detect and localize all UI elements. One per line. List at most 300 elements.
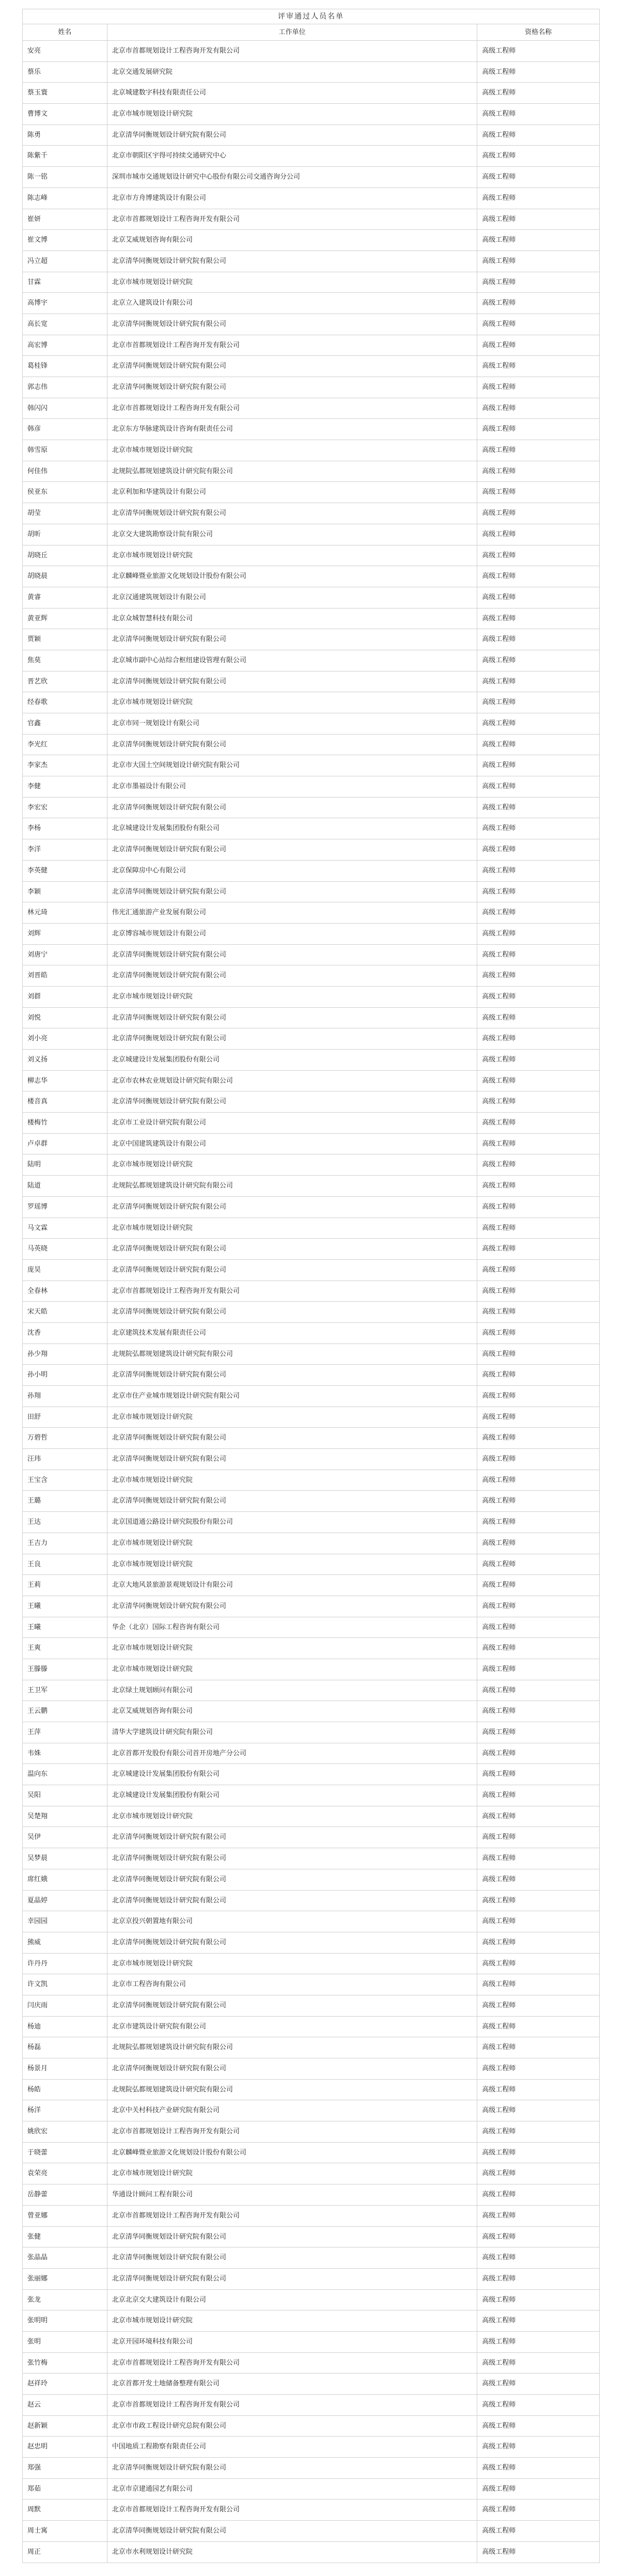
table-row — [23, 650, 599, 671]
roster-sheet — [22, 9, 600, 2563]
cell-name: 席红娥 — [23, 1869, 107, 1890]
cell-name: 庞昊 — [23, 1260, 107, 1281]
cell-name: 万碧哲 — [23, 1428, 107, 1448]
table-row — [23, 2037, 599, 2058]
cell-name: 黄亚辉 — [23, 608, 107, 629]
cell-name: 陈勇 — [23, 125, 107, 146]
cell-qualification: 高级工程师 — [482, 1854, 516, 1863]
cell-qualification: 高级工程师 — [482, 362, 516, 370]
table-row — [23, 2415, 599, 2437]
cell-unit: 北京城建设计发展集团股份有限公司 — [107, 1050, 477, 1070]
cell-name: 刘晋皓 — [23, 965, 107, 986]
cell-unit: 北京清华同衡规划设计研究院有限公司 — [107, 1995, 477, 2016]
cell-name: 韩彦 — [23, 419, 107, 440]
table-row — [23, 377, 599, 398]
cell-qualification: 高级工程师 — [482, 1392, 516, 1400]
cell-qualification: 高级工程师 — [482, 803, 516, 811]
cell-qualification: 高级工程师 — [482, 446, 516, 455]
cell-unit: 北规院弘都规划建筑设计研究院有限公司 — [107, 1344, 477, 1365]
cell-unit: 北京首都开发土地储备整理有限公司 — [107, 2374, 477, 2394]
cell-unit: 北京清华同衡规划设计研究院有限公司 — [107, 1302, 477, 1322]
cell-qualification: 高级工程师 — [482, 1350, 516, 1358]
cell-qualification: 高级工程师 — [482, 68, 516, 76]
cell-unit: 北京市建筑设计研究院有限公司 — [107, 2017, 477, 2037]
cell-qualification: 高级工程师 — [482, 887, 516, 896]
table-row — [23, 1848, 599, 1869]
cell-qualification: 高级工程师 — [482, 1686, 516, 1694]
cell-qualification: 高级工程师 — [482, 2211, 516, 2220]
table-row — [23, 314, 599, 335]
table-row — [23, 1112, 599, 1133]
cell-unit: 北京大地风景旅游景观规划设计有限公司 — [107, 1575, 477, 1596]
cell-qualification: 高级工程师 — [482, 950, 516, 959]
cell-unit: 北京清华同衡规划设计研究院有限公司 — [107, 125, 477, 146]
cell-name: 马文霖 — [23, 1218, 107, 1239]
table-row — [23, 2457, 599, 2478]
cell-unit: 北京清华同衡规划设计研究院有限公司 — [107, 672, 477, 692]
cell-name: 许文凯 — [23, 1974, 107, 1995]
table-row — [23, 923, 599, 944]
cell-unit: 北京市首都规划设计工程咨询开发有限公司 — [107, 2500, 477, 2520]
cell-name: 袁荣亮 — [23, 2163, 107, 2184]
cell-unit: 北京清华同衡规划设计研究院有限公司 — [107, 965, 477, 986]
cell-unit: 北京交大建筑勘察设计院有限公司 — [107, 524, 477, 545]
cell-qualification: 高级工程师 — [482, 2422, 516, 2430]
table-row — [23, 209, 599, 230]
cell-qualification: 高级工程师 — [482, 1518, 516, 1526]
table-row — [23, 1806, 599, 1827]
cell-name: 高博宇 — [23, 293, 107, 314]
cell-unit: 北京清华同衡规划设计研究院有限公司 — [107, 629, 477, 650]
cell-qualification: 高级工程师 — [482, 2169, 516, 2178]
header-qualification: 资格名称 — [525, 28, 552, 36]
cell-name: 李英健 — [23, 861, 107, 881]
cell-unit: 北京清华同衡规划设计研究院有限公司 — [107, 377, 477, 398]
table-row — [23, 1448, 599, 1470]
table-row — [23, 335, 599, 356]
table-row — [23, 797, 599, 818]
cell-qualification: 高级工程师 — [482, 1644, 516, 1652]
cell-unit: 北京市工程咨询有限公司 — [107, 1974, 477, 1995]
cell-name: 孙翔 — [23, 1386, 107, 1407]
table-row — [23, 587, 599, 608]
table-row — [23, 2247, 599, 2268]
table-row — [23, 2520, 599, 2541]
cell-qualification: 高级工程师 — [482, 425, 516, 433]
cell-name: 甘霖 — [23, 272, 107, 293]
table-row — [23, 1070, 599, 1091]
table-row — [23, 965, 599, 986]
cell-unit: 北京市城市规划设计研究院 — [107, 1638, 477, 1659]
cell-name: 赵新颖 — [23, 2416, 107, 2437]
cell-name: 闫庆雨 — [23, 1995, 107, 2016]
cell-unit: 北京市工业设计研究院有限公司 — [107, 1113, 477, 1133]
cell-qualification: 高级工程师 — [482, 1497, 516, 1505]
cell-name: 李颖 — [23, 882, 107, 902]
cell-qualification: 高级工程师 — [482, 1182, 516, 1190]
cell-qualification: 高级工程师 — [482, 1917, 516, 1926]
cell-qualification: 高级工程师 — [482, 194, 516, 202]
header-name: 姓名 — [23, 24, 107, 40]
table-row — [23, 671, 599, 692]
table-row — [23, 2100, 599, 2121]
cell-qualification: 高级工程师 — [482, 2191, 516, 2199]
cell-unit: 北京清华同衡规划设计研究院有限公司 — [107, 882, 477, 902]
cell-qualification: 高级工程师 — [482, 299, 516, 307]
cell-name: 王吉力 — [23, 1533, 107, 1554]
table-row — [23, 40, 599, 61]
cell-qualification: 高级工程师 — [482, 2296, 516, 2304]
cell-qualification: 高级工程师 — [482, 1455, 516, 1463]
cell-name: 王璐 — [23, 1491, 107, 1511]
table-row — [23, 2289, 599, 2310]
cell-qualification: 高级工程师 — [482, 846, 516, 854]
cell-qualification: 高级工程师 — [482, 257, 516, 265]
cell-qualification: 高级工程师 — [482, 383, 516, 391]
table-row — [23, 1826, 599, 1848]
cell-name: 刘群 — [23, 987, 107, 1007]
cell-qualification: 高级工程师 — [482, 1602, 516, 1610]
cell-unit: 北京清华同衡规划设计研究院有限公司 — [107, 839, 477, 860]
cell-unit: 北京市首都规划设计工程咨询开发有限公司 — [107, 2353, 477, 2374]
cell-name: 王云鹏 — [23, 1701, 107, 1722]
table-row — [23, 2310, 599, 2331]
cell-unit: 北京城建设计发展集团股份有限公司 — [107, 1764, 477, 1785]
table-row — [23, 608, 599, 629]
cell-unit: 北京清华同衡规划设计研究院有限公司 — [107, 1428, 477, 1448]
cell-unit: 北京市城市规划设计研究院 — [107, 1407, 477, 1428]
table-row — [23, 1700, 599, 1722]
table-row — [23, 2352, 599, 2374]
cell-name: 胡莹 — [23, 503, 107, 524]
table-row — [23, 418, 599, 440]
cell-name: 姚欣宏 — [23, 2121, 107, 2142]
cell-unit: 华通设计顾问工程有限公司 — [107, 2184, 477, 2205]
cell-name: 赵忠明 — [23, 2437, 107, 2457]
table-row — [23, 818, 599, 839]
table-row — [23, 1259, 599, 1281]
table-row — [23, 1007, 599, 1028]
cell-name: 王达 — [23, 1512, 107, 1533]
cell-qualification: 高级工程师 — [482, 152, 516, 160]
cell-name: 刘唐宁 — [23, 945, 107, 965]
cell-unit: 北京市首都规划设计工程咨询开发有限公司 — [107, 2121, 477, 2142]
table-row — [23, 1154, 599, 1175]
cell-unit: 北京清华同衡规划设计研究院有限公司 — [107, 2521, 477, 2541]
cell-name: 杨洋 — [23, 2100, 107, 2121]
table-row — [23, 1932, 599, 1953]
table-row — [23, 881, 599, 902]
table-row — [23, 734, 599, 755]
table-row — [23, 2184, 599, 2205]
cell-qualification: 高级工程师 — [482, 1287, 516, 1295]
cell-name: 崔文博 — [23, 230, 107, 251]
table-row — [23, 2205, 599, 2226]
table-row — [23, 2058, 599, 2079]
cell-qualification: 高级工程师 — [482, 2106, 516, 2115]
cell-qualification: 高级工程师 — [482, 2317, 516, 2325]
cell-unit: 北京清华同衡规划设计研究院有限公司 — [107, 798, 477, 818]
cell-unit: 深圳市城市交通规划设计研究中心股份有限公司交通咨询分公司 — [107, 167, 477, 188]
table-row — [23, 1490, 599, 1511]
cell-qualification: 高级工程师 — [482, 1959, 516, 1968]
table-row — [23, 1596, 599, 1617]
cell-qualification: 高级工程师 — [482, 1013, 516, 1022]
table-row — [23, 1322, 599, 1344]
cell-qualification: 高级工程师 — [482, 1539, 516, 1547]
cell-qualification: 高级工程师 — [482, 824, 516, 833]
table-row — [23, 2478, 599, 2500]
cell-unit: 北规院弘都规划建筑设计研究院有限公司 — [107, 461, 477, 482]
table-row — [23, 1659, 599, 1680]
cell-qualification: 高级工程师 — [482, 2359, 516, 2367]
cell-name: 周士寓 — [23, 2521, 107, 2541]
cell-qualification: 高级工程师 — [482, 2254, 516, 2262]
cell-qualification: 高级工程师 — [482, 509, 516, 518]
table-row — [23, 1049, 599, 1070]
cell-unit: 北京清华同衡规划设计研究院有限公司 — [107, 1008, 477, 1028]
table-row — [23, 776, 599, 797]
cell-qualification: 高级工程师 — [482, 1413, 516, 1421]
cell-unit: 北京清华同衡规划设计研究院有限公司 — [107, 1197, 477, 1217]
table-row — [23, 1407, 599, 1428]
table-row — [23, 440, 599, 461]
cell-unit: 北京市城市规划设计研究院 — [107, 2310, 477, 2331]
cell-qualification: 高级工程师 — [482, 992, 516, 1001]
cell-unit: 北京清华同衡规划设计研究院有限公司 — [107, 2227, 477, 2247]
cell-unit: 北京市城市规划设计研究院 — [107, 545, 477, 566]
cell-qualification: 高级工程师 — [482, 341, 516, 349]
table-row — [23, 1281, 599, 1302]
cell-name: 何佳伟 — [23, 461, 107, 482]
cell-unit: 北京中关村科技产业研究院有限公司 — [107, 2100, 477, 2121]
cell-qualification: 高级工程师 — [482, 909, 516, 917]
table-row — [23, 1091, 599, 1112]
table-row — [23, 124, 599, 146]
cell-qualification: 高级工程师 — [482, 1098, 516, 1106]
table-row — [23, 1763, 599, 1785]
cell-unit: 北京清华同衡规划设计研究院有限公司 — [107, 2458, 477, 2478]
cell-name: 韩闪闪 — [23, 398, 107, 419]
cell-unit: 北京清华同衡规划设计研究院有限公司 — [107, 1891, 477, 1911]
table-row — [23, 2142, 599, 2163]
table-header — [23, 24, 599, 40]
cell-unit: 北京清华同衡规划设计研究院有限公司 — [107, 356, 477, 377]
cell-qualification: 高级工程师 — [482, 320, 516, 328]
cell-name: 陈紫千 — [23, 146, 107, 166]
cell-name: 李家杰 — [23, 755, 107, 776]
cell-name: 胡昕 — [23, 524, 107, 545]
cell-qualification: 高级工程师 — [482, 1139, 516, 1148]
header-unit: 工作单位 — [107, 24, 477, 40]
cell-unit: 北京市城市规划设计研究院 — [107, 1954, 477, 1974]
cell-qualification: 高级工程师 — [482, 1476, 516, 1484]
cell-unit: 北京市首都规划设计工程咨询开发有限公司 — [107, 2206, 477, 2226]
cell-qualification: 高级工程师 — [482, 2148, 516, 2157]
table-row — [23, 103, 599, 124]
cell-name: 葛桂锋 — [23, 356, 107, 377]
table-row — [23, 755, 599, 776]
cell-unit: 北京国道通公路设计研究院股份有限公司 — [107, 1512, 477, 1533]
cell-name: 王莉 — [23, 1575, 107, 1596]
table-row — [23, 524, 599, 545]
cell-unit: 北京城建数字科技有限责任公司 — [107, 83, 477, 103]
cell-qualification: 高级工程师 — [482, 2401, 516, 2409]
table-row — [23, 839, 599, 860]
cell-qualification: 高级工程师 — [482, 215, 516, 223]
table-row — [23, 145, 599, 166]
table-row — [23, 1385, 599, 1407]
cell-qualification: 高级工程师 — [482, 1434, 516, 1442]
cell-unit: 北京清华同衡规划设计研究院有限公司 — [107, 251, 477, 272]
cell-name: 许丹丹 — [23, 1954, 107, 1974]
cell-name: 于晓蕾 — [23, 2143, 107, 2163]
cell-qualification: 高级工程师 — [482, 1938, 516, 1946]
cell-qualification: 高级工程师 — [482, 1623, 516, 1631]
cell-name: 罗瑶博 — [23, 1197, 107, 1217]
cell-name: 宋天皓 — [23, 1302, 107, 1322]
cell-name: 王卫军 — [23, 1680, 107, 1701]
cell-unit: 伟光汇通旅游产业发展有限公司 — [107, 902, 477, 923]
cell-name: 冯立超 — [23, 251, 107, 272]
cell-name: 杨景月 — [23, 2058, 107, 2079]
cell-unit: 北京清华同衡规划设计研究院有限公司 — [107, 503, 477, 524]
cell-name: 李健 — [23, 776, 107, 797]
cell-qualification: 高级工程师 — [482, 2485, 516, 2493]
cell-qualification: 高级工程师 — [482, 110, 516, 118]
cell-unit: 北京市墨福设计有限公司 — [107, 776, 477, 797]
cell-name: 王曦 — [23, 1596, 107, 1617]
cell-unit: 北京市城市规划设计研究院 — [107, 1218, 477, 1239]
cell-unit: 北京城建设计发展集团股份有限公司 — [107, 818, 477, 839]
cell-name: 陆明 — [23, 1154, 107, 1175]
cell-unit: 北京市朝阳区宇得可持续交通研究中心 — [107, 146, 477, 166]
cell-name: 赵祥玲 — [23, 2374, 107, 2394]
cell-qualification: 高级工程师 — [482, 1161, 516, 1169]
cell-unit: 北京市城市规划设计研究院 — [107, 1806, 477, 1827]
table-row — [23, 503, 599, 524]
cell-qualification: 高级工程师 — [482, 1707, 516, 1715]
table-row — [23, 461, 599, 482]
cell-unit: 北京艾威规划咨询有限公司 — [107, 230, 477, 251]
cell-qualification: 高级工程师 — [482, 89, 516, 97]
cell-name: 杨皓 — [23, 2080, 107, 2100]
cell-name: 李宏宏 — [23, 798, 107, 818]
cell-name: 沈香 — [23, 1323, 107, 1344]
cell-name: 胡晓丘 — [23, 545, 107, 566]
cell-name: 高长宽 — [23, 314, 107, 335]
table-row — [23, 1869, 599, 1890]
cell-qualification: 高级工程师 — [482, 1560, 516, 1568]
table-row — [23, 2016, 599, 2037]
cell-unit: 北京首都开发股份有限公司首开房地产分公司 — [107, 1743, 477, 1764]
cell-unit: 北京清华同衡规划设计研究院有限公司 — [107, 1365, 477, 1385]
cell-name: 林元琦 — [23, 902, 107, 923]
cell-qualification: 高级工程师 — [482, 1749, 516, 1757]
cell-name: 张明明 — [23, 2310, 107, 2331]
cell-qualification: 高级工程师 — [482, 1308, 516, 1316]
cell-name: 张健 — [23, 2227, 107, 2247]
cell-name: 曾亚娜 — [23, 2206, 107, 2226]
cell-unit: 北京清华同衡规划设计研究院有限公司 — [107, 2058, 477, 2079]
cell-name: 马英晓 — [23, 1239, 107, 1259]
cell-qualification: 高级工程师 — [482, 1812, 516, 1820]
cell-unit: 北京保障房中心有限公司 — [107, 861, 477, 881]
cell-unit: 北京市城市规划设计研究院 — [107, 440, 477, 461]
table-row — [23, 1133, 599, 1154]
table-row — [23, 1554, 599, 1575]
cell-qualification: 高级工程师 — [482, 635, 516, 644]
cell-qualification: 高级工程师 — [482, 593, 516, 601]
cell-name: 孙少翔 — [23, 1344, 107, 1365]
cell-unit: 北京清华同衡规划设计研究院有限公司 — [107, 1449, 477, 1470]
cell-unit: 北京市城市规划设计研究院 — [107, 1554, 477, 1575]
cell-unit: 北京清华同衡规划设计研究院有限公司 — [107, 1848, 477, 1869]
cell-name: 全春林 — [23, 1281, 107, 1302]
cell-qualification: 高级工程师 — [482, 740, 516, 748]
cell-unit: 北京清华同衡规划设计研究院有限公司 — [107, 2247, 477, 2268]
table-row — [23, 2499, 599, 2520]
table-row — [23, 1785, 599, 1806]
cell-unit: 清华大学建筑设计研究院有限公司 — [107, 1722, 477, 1743]
cell-unit: 北京汉通建筑规划设计有限公司 — [107, 587, 477, 608]
cell-qualification: 高级工程师 — [482, 173, 516, 181]
cell-name: 崔妍 — [23, 209, 107, 230]
cell-qualification: 高级工程师 — [482, 131, 516, 139]
cell-unit: 北京市城市规划设计研究院 — [107, 1659, 477, 1680]
cell-name: 王曦 — [23, 1617, 107, 1638]
cell-name: 岳静蕾 — [23, 2184, 107, 2205]
table-row — [23, 251, 599, 272]
cell-qualification: 高级工程师 — [482, 1245, 516, 1253]
table-row — [23, 566, 599, 587]
sheet-title: 评审通过人员名单 — [278, 12, 344, 21]
cell-qualification: 高级工程师 — [482, 1224, 516, 1232]
cell-unit: 北京利加和华建筑设计有限公司 — [107, 482, 477, 503]
cell-unit: 北京众城智慧科技有限公司 — [107, 608, 477, 629]
cell-unit: 中国地质工程勘察有限责任公司 — [107, 2437, 477, 2457]
table-row — [23, 1196, 599, 1217]
cell-qualification: 高级工程师 — [482, 2022, 516, 2031]
cell-name: 熊威 — [23, 1932, 107, 1953]
cell-unit: 北京市方舟博建筑设计有限公司 — [107, 188, 477, 209]
cell-name: 夏晶婷 — [23, 1891, 107, 1911]
cell-unit: 北京清华同衡规划设计研究院有限公司 — [107, 2269, 477, 2289]
table-row — [23, 860, 599, 881]
cell-name: 刘小亮 — [23, 1028, 107, 1049]
cell-name: 郑茹 — [23, 2479, 107, 2500]
cell-name: 周正 — [23, 2542, 107, 2563]
table-row — [23, 1301, 599, 1322]
cell-name: 陆道 — [23, 1176, 107, 1196]
cell-name: 卢卓群 — [23, 1134, 107, 1154]
cell-unit: 北京市城市规划设计研究院 — [107, 1154, 477, 1175]
cell-qualification: 高级工程师 — [482, 677, 516, 685]
table-row — [23, 82, 599, 103]
cell-name: 张龙 — [23, 2290, 107, 2310]
cell-name: 楼音真 — [23, 1091, 107, 1112]
table-row — [23, 2394, 599, 2415]
cell-qualification: 高级工程师 — [482, 2443, 516, 2451]
cell-qualification: 高级工程师 — [482, 278, 516, 286]
table-row — [23, 2436, 599, 2457]
cell-name: 李洋 — [23, 839, 107, 860]
cell-unit: 北京交通发展研究院 — [107, 62, 477, 83]
cell-name: 郑强 — [23, 2458, 107, 2478]
table-row — [23, 2163, 599, 2184]
cell-unit: 北京京投兴朝置地有限公司 — [107, 1911, 477, 1932]
table-row — [23, 1953, 599, 1974]
